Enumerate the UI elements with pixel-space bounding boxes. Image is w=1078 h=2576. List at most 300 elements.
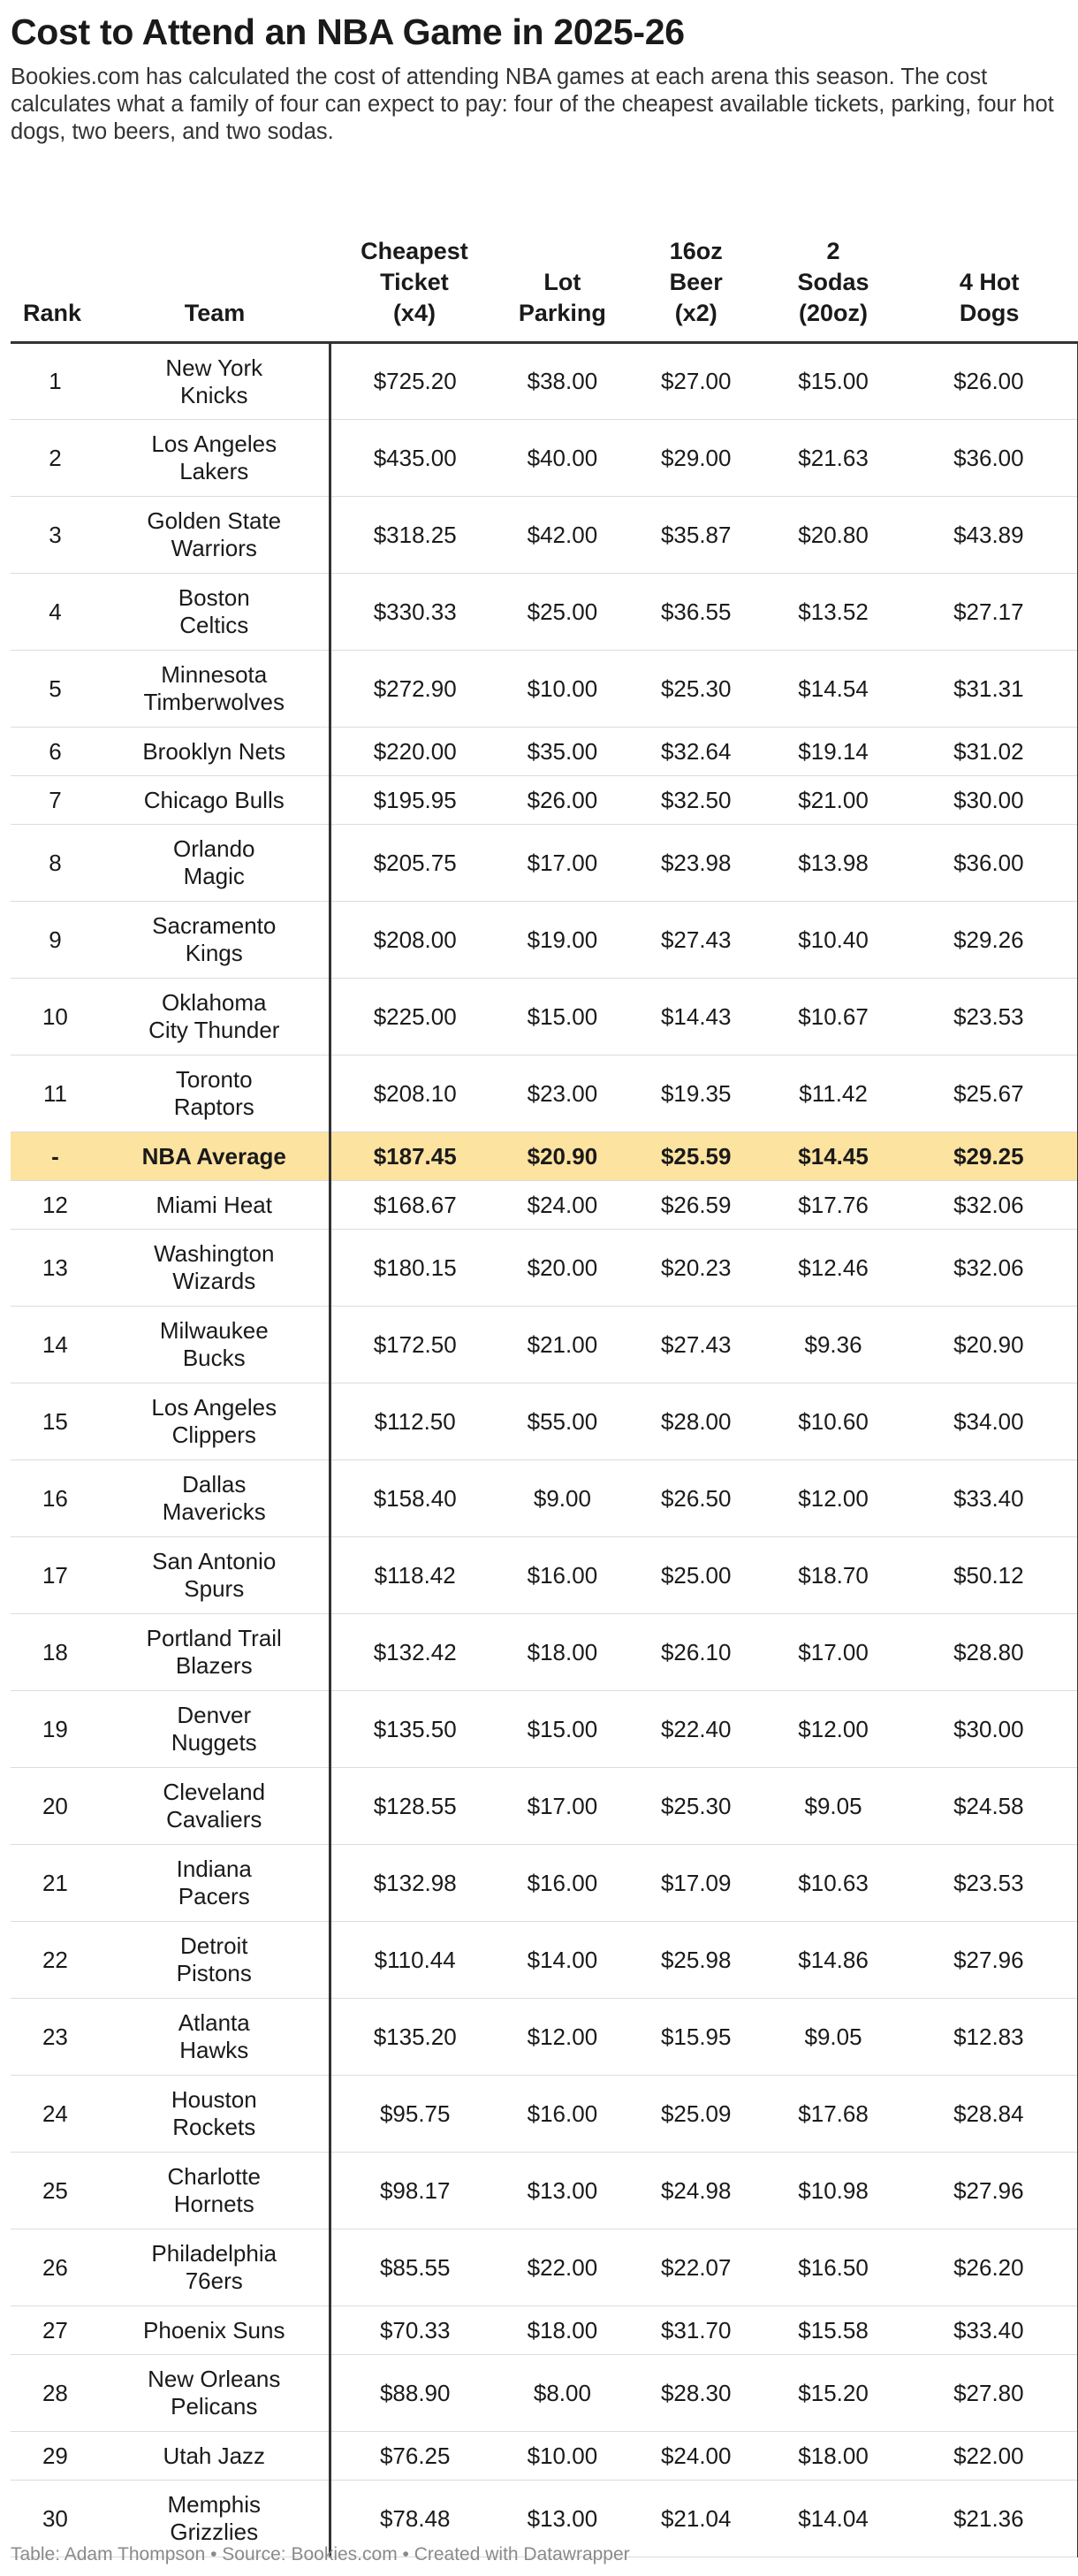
team-cell xyxy=(100,2306,330,2355)
table-row xyxy=(11,1056,1078,1132)
ticket-cell: $225.00 xyxy=(330,979,499,1056)
team-name-line: Mavericks xyxy=(162,1498,266,1525)
team-name-line: Washington xyxy=(154,1240,275,1267)
ticket-cell: $76.25 xyxy=(330,2432,499,2481)
hot-dogs-cell: $20.90 xyxy=(900,1307,1078,1383)
ticket-cell: $172.50 xyxy=(330,1307,499,1383)
parking-cell: $13.00 xyxy=(499,2153,626,2229)
rank-cell: 2 xyxy=(11,420,100,497)
table-row xyxy=(11,1922,1078,1999)
column-header-line: (x2) xyxy=(674,300,717,326)
hot-dogs-cell: $26.00 xyxy=(900,343,1078,420)
parking-cell: $8.00 xyxy=(499,2355,626,2432)
team-name-line: Charlotte xyxy=(167,2163,261,2190)
sodas-cell: $21.00 xyxy=(766,776,900,825)
rank-cell: - xyxy=(11,1132,100,1181)
rank-cell: 29 xyxy=(11,2432,100,2481)
table-row xyxy=(11,2229,1078,2306)
team-cell xyxy=(100,651,330,728)
ticket-cell: $187.45 xyxy=(330,1132,499,1181)
rank-cell: 17 xyxy=(11,1537,100,1614)
sodas-cell: $10.67 xyxy=(766,979,900,1056)
column-header-line: 2 xyxy=(826,238,840,264)
parking-cell: $15.00 xyxy=(499,1691,626,1768)
team-name-line: Memphis xyxy=(167,2491,261,2518)
team-name-line: 76ers xyxy=(185,2267,243,2294)
sodas-cell: $10.60 xyxy=(766,1383,900,1460)
team-name-line: Warriors xyxy=(171,535,257,561)
beer-cell: $26.50 xyxy=(626,1460,766,1537)
sodas-cell: $18.00 xyxy=(766,2432,900,2481)
ticket-cell: $98.17 xyxy=(330,2153,499,2229)
parking-cell: $12.00 xyxy=(499,1999,626,2076)
sodas-cell: $9.36 xyxy=(766,1307,900,1383)
team-name-line: Atlanta xyxy=(178,2009,250,2036)
hot-dogs-cell: $28.84 xyxy=(900,2076,1078,2153)
beer-cell: $15.95 xyxy=(626,1999,766,2076)
sodas-cell: $10.98 xyxy=(766,2153,900,2229)
parking-cell: $20.00 xyxy=(499,1230,626,1307)
team-name-line: Cleveland xyxy=(163,1779,266,1805)
hot-dogs-cell: $33.40 xyxy=(900,1460,1078,1537)
rank-cell: 9 xyxy=(11,902,100,979)
team-cell xyxy=(100,1383,330,1460)
team-name-line: Knicks xyxy=(179,381,248,408)
table-row xyxy=(11,1383,1078,1460)
parking-cell: $26.00 xyxy=(499,776,626,825)
team-name-line: Sacramento xyxy=(152,912,277,939)
parking-cell: $18.00 xyxy=(499,1614,626,1691)
parking-cell: $38.00 xyxy=(499,343,626,420)
hot-dogs-cell: $31.31 xyxy=(900,651,1078,728)
team-cell xyxy=(100,1614,330,1691)
parking-cell: $23.00 xyxy=(499,1056,626,1132)
ticket-cell: $330.33 xyxy=(330,574,499,651)
sodas-cell: $19.14 xyxy=(766,728,900,776)
column-header-line: 4 Hot xyxy=(959,269,1020,295)
ticket-cell: $725.20 xyxy=(330,343,499,420)
parking-cell: $16.00 xyxy=(499,2076,626,2153)
team-name-line: Boston xyxy=(178,584,250,611)
team-name-line: Wizards xyxy=(172,1268,256,1294)
team-cell xyxy=(100,497,330,574)
column-header-line: Rank xyxy=(23,300,82,326)
team-cell xyxy=(100,1768,330,1845)
ticket-cell: $180.15 xyxy=(330,1230,499,1307)
column-header-line: (20oz) xyxy=(799,300,869,326)
parking-cell: $16.00 xyxy=(499,1537,626,1614)
parking-cell: $13.00 xyxy=(499,2481,626,2557)
team-name-line: Blazers xyxy=(175,1652,253,1679)
column-header-line: Sodas xyxy=(797,269,869,295)
sodas-cell: $17.68 xyxy=(766,2076,900,2153)
hot-dogs-cell: $24.58 xyxy=(900,1768,1078,1845)
parking-cell: $21.00 xyxy=(499,1307,626,1383)
hot-dogs-cell: $32.06 xyxy=(900,1181,1078,1230)
parking-cell: $55.00 xyxy=(499,1383,626,1460)
ticket-cell: $318.25 xyxy=(330,497,499,574)
team-name-line: Phoenix Suns xyxy=(143,2316,285,2344)
rank-cell: 20 xyxy=(11,1768,100,1845)
team-name-line: Raptors xyxy=(173,1094,254,1120)
table-row xyxy=(11,1460,1078,1537)
team-cell xyxy=(100,1922,330,1999)
beer-cell: $25.09 xyxy=(626,2076,766,2153)
parking-cell: $22.00 xyxy=(499,2229,626,2306)
team-name-line: Kings xyxy=(185,940,243,966)
team-name-line: Magic xyxy=(183,863,245,889)
sodas-cell: $14.54 xyxy=(766,651,900,728)
team-cell xyxy=(100,979,330,1056)
sodas-cell: $15.20 xyxy=(766,2355,900,2432)
chart-description: Bookies.com has calculated the cost of attending NBA games at each arena this season. The cost calculates what a family of four can expect to pay: four of the cheapest available tickets, parking, four hot dogs, two beers, and two sodas. xyxy=(11,65,1054,144)
sodas-cell: $17.76 xyxy=(766,1181,900,1230)
parking-cell: $25.00 xyxy=(499,574,626,651)
team-name-line: Brooklyn Nets xyxy=(142,737,286,765)
beer-cell: $28.00 xyxy=(626,1383,766,1460)
team-name-line: NBA Average xyxy=(141,1142,286,1170)
table-row xyxy=(11,1614,1078,1691)
parking-cell: $35.00 xyxy=(499,728,626,776)
team-name-line: Pelicans xyxy=(171,2393,258,2420)
rank-cell: 6 xyxy=(11,728,100,776)
rank-cell: 1 xyxy=(11,343,100,420)
hot-dogs-cell: $21.36 xyxy=(900,2481,1078,2557)
parking-cell: $10.00 xyxy=(499,2432,626,2481)
team-name-line: Lakers xyxy=(179,458,249,484)
chart-footer: Table: Adam Thompson • Source: Bookies.com • Created with Datawrapper xyxy=(11,2544,630,2565)
table-body xyxy=(11,343,1078,2557)
rank-cell: 19 xyxy=(11,1691,100,1768)
column-header-cheapest-ticket xyxy=(330,205,499,343)
rank-cell: 24 xyxy=(11,2076,100,2153)
team-name-line: Nuggets xyxy=(171,1729,257,1756)
sodas-cell: $14.04 xyxy=(766,2481,900,2557)
hot-dogs-cell: $30.00 xyxy=(900,1691,1078,1768)
ticket-cell: $118.42 xyxy=(330,1537,499,1614)
sodas-cell: $15.58 xyxy=(766,2306,900,2355)
hot-dogs-cell: $27.80 xyxy=(900,2355,1078,2432)
parking-cell: $15.00 xyxy=(499,979,626,1056)
beer-cell: $21.04 xyxy=(626,2481,766,2557)
team-name-line: Dallas xyxy=(182,1471,247,1498)
hot-dogs-cell: $43.89 xyxy=(900,497,1078,574)
table-row xyxy=(11,1768,1078,1845)
team-name-line: Philadelphia xyxy=(151,2240,277,2267)
parking-cell: $17.00 xyxy=(499,1768,626,1845)
team-cell xyxy=(100,1691,330,1768)
sodas-cell: $20.80 xyxy=(766,497,900,574)
beer-cell: $28.30 xyxy=(626,2355,766,2432)
beer-cell: $17.09 xyxy=(626,1845,766,1922)
column-header-sodas xyxy=(766,205,900,343)
team-cell xyxy=(100,1132,330,1181)
column-header-line: 16oz xyxy=(669,238,723,264)
beer-cell: $22.40 xyxy=(626,1691,766,1768)
parking-cell: $18.00 xyxy=(499,2306,626,2355)
beer-cell: $25.00 xyxy=(626,1537,766,1614)
table-row xyxy=(11,1691,1078,1768)
beer-cell: $26.10 xyxy=(626,1614,766,1691)
ticket-cell: $85.55 xyxy=(330,2229,499,2306)
team-name-line: Orlando xyxy=(173,835,255,862)
hot-dogs-cell: $23.53 xyxy=(900,979,1078,1056)
team-name-line: City Thunder xyxy=(148,1017,280,1043)
team-cell xyxy=(100,1307,330,1383)
chart-title: Cost to Attend an NBA Game in 2025-26 xyxy=(11,11,685,52)
rank-cell: 22 xyxy=(11,1922,100,1999)
team-name-line: Spurs xyxy=(184,1575,245,1602)
team-cell xyxy=(100,1845,330,1922)
column-header-line: Cheapest xyxy=(361,238,468,264)
team-name-line: Oklahoma xyxy=(162,989,267,1016)
beer-cell: $25.30 xyxy=(626,1768,766,1845)
ticket-cell: $435.00 xyxy=(330,420,499,497)
ticket-cell: $88.90 xyxy=(330,2355,499,2432)
column-header-line: (x4) xyxy=(392,300,436,326)
column-header-line: Team xyxy=(184,300,246,326)
beer-cell: $25.59 xyxy=(626,1132,766,1181)
team-name-line: Bucks xyxy=(182,1345,246,1371)
header-row xyxy=(11,205,1078,343)
ticket-cell: $205.75 xyxy=(330,825,499,902)
team-name-line: Detroit xyxy=(179,1932,248,1959)
ticket-cell: $168.67 xyxy=(330,1181,499,1230)
team-name-line: Hawks xyxy=(179,2037,249,2063)
sodas-cell: $12.00 xyxy=(766,1460,900,1537)
column-header-rank xyxy=(11,205,100,343)
table-row xyxy=(11,2153,1078,2229)
hot-dogs-cell: $32.06 xyxy=(900,1230,1078,1307)
table-row xyxy=(11,1307,1078,1383)
team-cell xyxy=(100,776,330,825)
beer-cell: $19.35 xyxy=(626,1056,766,1132)
rank-cell: 15 xyxy=(11,1383,100,1460)
hot-dogs-cell: $36.00 xyxy=(900,825,1078,902)
table-row xyxy=(11,343,1078,420)
team-cell xyxy=(100,1999,330,2076)
table-row xyxy=(11,574,1078,651)
table-row xyxy=(11,776,1078,825)
average-row xyxy=(11,1132,1078,1181)
team-cell xyxy=(100,2355,330,2432)
team-cell xyxy=(100,1230,330,1307)
ticket-cell: $132.42 xyxy=(330,1614,499,1691)
sodas-cell: $13.52 xyxy=(766,574,900,651)
ticket-cell: $195.95 xyxy=(330,776,499,825)
team-cell xyxy=(100,902,330,979)
beer-cell: $36.55 xyxy=(626,574,766,651)
cost-table xyxy=(11,205,1078,2557)
team-cell xyxy=(100,1537,330,1614)
parking-cell: $40.00 xyxy=(499,420,626,497)
team-name-line: Milwaukee xyxy=(159,1317,269,1344)
hot-dogs-cell: $34.00 xyxy=(900,1383,1078,1460)
ticket-cell: $132.98 xyxy=(330,1845,499,1922)
parking-cell: $14.00 xyxy=(499,1922,626,1999)
ticket-cell: $208.10 xyxy=(330,1056,499,1132)
team-name-line: Houston xyxy=(171,2086,257,2113)
ticket-cell: $110.44 xyxy=(330,1922,499,1999)
table-row xyxy=(11,1537,1078,1614)
rank-cell: 27 xyxy=(11,2306,100,2355)
table-row xyxy=(11,1845,1078,1922)
table-row xyxy=(11,1999,1078,2076)
table-row xyxy=(11,2355,1078,2432)
team-name-line: Los Angeles xyxy=(151,431,277,457)
column-header-team xyxy=(100,205,330,343)
hot-dogs-cell: $22.00 xyxy=(900,2432,1078,2481)
beer-cell: $27.43 xyxy=(626,902,766,979)
parking-cell: $16.00 xyxy=(499,1845,626,1922)
ticket-cell: $112.50 xyxy=(330,1383,499,1460)
team-name-line: San Antonio xyxy=(152,1548,277,1574)
team-cell xyxy=(100,1181,330,1230)
beer-cell: $24.98 xyxy=(626,2153,766,2229)
rank-cell: 13 xyxy=(11,1230,100,1307)
team-cell xyxy=(100,2076,330,2153)
team-cell xyxy=(100,1056,330,1132)
table-header xyxy=(11,205,1078,343)
team-name-line: New York xyxy=(165,354,263,381)
beer-cell: $27.00 xyxy=(626,343,766,420)
hot-dogs-cell: $33.40 xyxy=(900,2306,1078,2355)
rank-cell: 16 xyxy=(11,1460,100,1537)
table-row xyxy=(11,497,1078,574)
sodas-cell: $14.86 xyxy=(766,1922,900,1999)
beer-cell: $32.64 xyxy=(626,728,766,776)
beer-cell: $22.07 xyxy=(626,2229,766,2306)
team-cell xyxy=(100,574,330,651)
rank-cell: 23 xyxy=(11,1999,100,2076)
table-row xyxy=(11,1181,1078,1230)
hot-dogs-cell: $31.02 xyxy=(900,728,1078,776)
team-name-line: Utah Jazz xyxy=(163,2442,266,2469)
sodas-cell: $9.05 xyxy=(766,1768,900,1845)
beer-cell: $27.43 xyxy=(626,1307,766,1383)
sodas-cell: $17.00 xyxy=(766,1614,900,1691)
rank-cell: 7 xyxy=(11,776,100,825)
column-header-beer xyxy=(626,205,766,343)
table-row xyxy=(11,825,1078,902)
hot-dogs-cell: $29.26 xyxy=(900,902,1078,979)
hot-dogs-cell: $29.25 xyxy=(900,1132,1078,1181)
beer-cell: $35.87 xyxy=(626,497,766,574)
sodas-cell: $21.63 xyxy=(766,420,900,497)
sodas-cell: $14.45 xyxy=(766,1132,900,1181)
hot-dogs-cell: $28.80 xyxy=(900,1614,1078,1691)
parking-cell: $19.00 xyxy=(499,902,626,979)
rank-cell: 12 xyxy=(11,1181,100,1230)
team-name-line: Indiana xyxy=(176,1856,252,1882)
column-header-line: Parking xyxy=(518,300,606,326)
table-row xyxy=(11,902,1078,979)
rank-cell: 3 xyxy=(11,497,100,574)
team-cell xyxy=(100,2229,330,2306)
team-name-line: Portland Trail xyxy=(146,1625,282,1651)
hot-dogs-cell: $25.67 xyxy=(900,1056,1078,1132)
ticket-cell: $135.20 xyxy=(330,1999,499,2076)
beer-cell: $23.98 xyxy=(626,825,766,902)
table-row xyxy=(11,420,1078,497)
rank-cell: 4 xyxy=(11,574,100,651)
parking-cell: $24.00 xyxy=(499,1181,626,1230)
sodas-cell: $12.00 xyxy=(766,1691,900,1768)
beer-cell: $25.98 xyxy=(626,1922,766,1999)
sodas-cell: $18.70 xyxy=(766,1537,900,1614)
team-name-line: Toronto xyxy=(175,1066,253,1093)
parking-cell: $10.00 xyxy=(499,651,626,728)
parking-cell: $17.00 xyxy=(499,825,626,902)
ticket-cell: $95.75 xyxy=(330,2076,499,2153)
ticket-cell: $135.50 xyxy=(330,1691,499,1768)
ticket-cell: $128.55 xyxy=(330,1768,499,1845)
sodas-cell: $10.63 xyxy=(766,1845,900,1922)
team-name-line: Timberwolves xyxy=(143,689,285,715)
hot-dogs-cell: $23.53 xyxy=(900,1845,1078,1922)
team-name-line: Minnesota xyxy=(161,661,268,688)
hot-dogs-cell: $27.96 xyxy=(900,2153,1078,2229)
sodas-cell: $9.05 xyxy=(766,1999,900,2076)
chart-container xyxy=(11,9,1067,2545)
sodas-cell: $12.46 xyxy=(766,1230,900,1307)
ticket-cell: $220.00 xyxy=(330,728,499,776)
team-name-line: Golden State xyxy=(147,507,282,534)
beer-cell: $26.59 xyxy=(626,1181,766,1230)
team-name-line: Los Angeles xyxy=(151,1394,277,1421)
team-name-line: Miami Heat xyxy=(156,1191,272,1218)
team-name-line: Chicago Bulls xyxy=(143,786,285,813)
sodas-cell: $11.42 xyxy=(766,1056,900,1132)
rank-cell: 18 xyxy=(11,1614,100,1691)
team-name-line: Grizzlies xyxy=(170,2519,259,2545)
rank-cell: 21 xyxy=(11,1845,100,1922)
team-name-line: Denver xyxy=(177,1702,252,1728)
sodas-cell: $15.00 xyxy=(766,343,900,420)
team-cell xyxy=(100,2153,330,2229)
team-name-line: Rockets xyxy=(172,2114,256,2140)
team-name-line: Clippers xyxy=(171,1421,256,1448)
rank-cell: 30 xyxy=(11,2481,100,2557)
team-name-line: New Orleans xyxy=(148,2366,281,2392)
table-row xyxy=(11,728,1078,776)
rank-cell: 26 xyxy=(11,2229,100,2306)
hot-dogs-cell: $36.00 xyxy=(900,420,1078,497)
parking-cell: $9.00 xyxy=(499,1460,626,1537)
team-name-line: Hornets xyxy=(173,2191,254,2217)
column-header-line: Beer xyxy=(669,269,723,295)
table-row xyxy=(11,1230,1078,1307)
table-row xyxy=(11,651,1078,728)
ticket-cell: $208.00 xyxy=(330,902,499,979)
beer-cell: $31.70 xyxy=(626,2306,766,2355)
rank-cell: 11 xyxy=(11,1056,100,1132)
table-row xyxy=(11,2306,1078,2355)
beer-cell: $29.00 xyxy=(626,420,766,497)
ticket-cell: $70.33 xyxy=(330,2306,499,2355)
hot-dogs-cell: $30.00 xyxy=(900,776,1078,825)
sodas-cell: $10.40 xyxy=(766,902,900,979)
team-cell xyxy=(100,1460,330,1537)
ticket-cell: $158.40 xyxy=(330,1460,499,1537)
beer-cell: $24.00 xyxy=(626,2432,766,2481)
sodas-cell: $13.98 xyxy=(766,825,900,902)
team-cell xyxy=(100,2432,330,2481)
ticket-cell: $272.90 xyxy=(330,651,499,728)
sodas-cell: $16.50 xyxy=(766,2229,900,2306)
rank-cell: 5 xyxy=(11,651,100,728)
column-header-line: Ticket xyxy=(380,269,449,295)
